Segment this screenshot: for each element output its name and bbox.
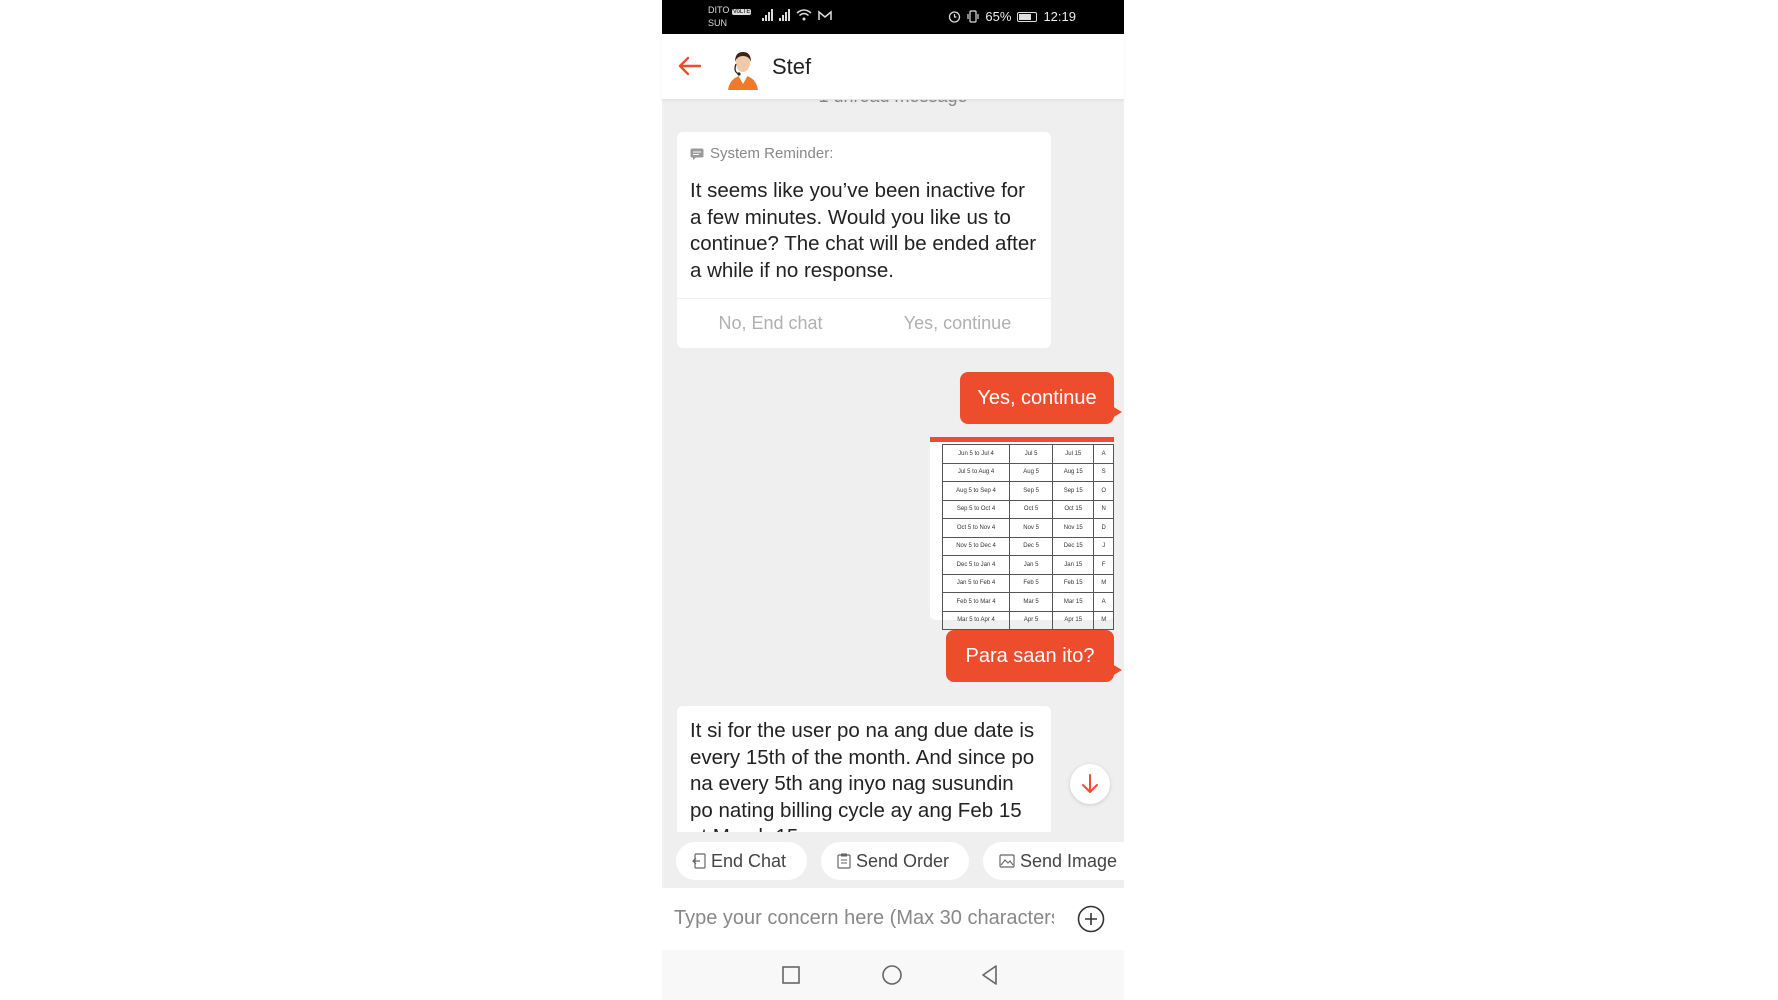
- reminder-title-text: System Reminder:: [710, 145, 834, 162]
- send-image-button[interactable]: [983, 842, 1143, 880]
- schedule-cell: Nov 5: [1010, 519, 1053, 538]
- end-chat-option-button[interactable]: No, End chat: [718, 313, 823, 333]
- schedule-cell: Jul 5 to Aug 4: [943, 463, 1010, 482]
- schedule-cell: N: [1094, 500, 1114, 519]
- recent-apps-icon[interactable]: [779, 963, 803, 987]
- message-input[interactable]: [674, 900, 1054, 936]
- exit-icon: [692, 853, 706, 869]
- billing-schedule-image: [942, 444, 1114, 630]
- schedule-cell: Jan 5: [1010, 556, 1053, 575]
- schedule-cell: Aug 15: [1053, 463, 1094, 482]
- contact-name: Stef: [772, 54, 812, 79]
- schedule-cell: Dec 15: [1053, 537, 1094, 556]
- schedule-cell: Nov 15: [1053, 519, 1094, 538]
- signal-strength-icon: [762, 9, 773, 21]
- schedule-cell: Mar 5: [1010, 593, 1053, 612]
- schedule-cell: Apr 15: [1053, 611, 1094, 630]
- send-order-label: Send Order: [856, 850, 950, 871]
- schedule-cell: Jan 15: [1053, 556, 1094, 575]
- image-message[interactable]: [930, 437, 1114, 624]
- carrier-2: SUN: [708, 18, 728, 28]
- chat-messages[interactable]: [662, 100, 1124, 832]
- schedule-row: [943, 500, 1114, 519]
- schedule-cell: Feb 5: [1010, 574, 1053, 593]
- end-chat-label: End Chat: [711, 850, 787, 871]
- incoming-message-text: It si for the user po na ang due date is every 15th of the month. And since po na every 5th ang inyo nag susundin po nating billing cycle ay ang Feb 15: [690, 719, 1035, 822]
- schedule-cell: A: [1094, 593, 1114, 612]
- vibrate-icon: [967, 10, 979, 23]
- status-right: [948, 9, 1076, 24]
- reminder-actions: [677, 298, 1051, 348]
- end-chat-button[interactable]: [676, 842, 807, 880]
- plus-circle-icon[interactable]: [1076, 904, 1106, 934]
- outgoing-message: Para saan ito?: [946, 630, 1114, 682]
- schedule-cell: Jan 5 to Feb 4: [943, 574, 1010, 593]
- schedule-row: [943, 482, 1114, 501]
- schedule-cell: Sep 5 to Oct 4: [943, 500, 1010, 519]
- signal-strength-2-icon: [779, 9, 790, 21]
- incoming-message: [677, 706, 1051, 846]
- schedule-cell: S: [1094, 463, 1114, 482]
- schedule-cell: Mar 5 to Apr 4: [943, 611, 1010, 630]
- schedule-row: [943, 445, 1114, 464]
- schedule-row: [943, 519, 1114, 538]
- message-icon: [690, 148, 704, 160]
- wifi-icon: [796, 9, 812, 21]
- phone-screen: [662, 0, 1124, 1000]
- back-arrow-icon[interactable]: [674, 50, 706, 82]
- schedule-row: [943, 611, 1114, 630]
- scroll-down-arrow-icon[interactable]: [1070, 764, 1110, 804]
- schedule-cell: J: [1094, 537, 1114, 556]
- schedule-cell: Sep 5: [1010, 482, 1053, 501]
- battery-icon: [1017, 12, 1037, 22]
- battery-percent: 65%: [985, 9, 1012, 24]
- schedule-cell: Oct 5: [1010, 500, 1053, 519]
- reminder-text: It seems like you’ve been inactive for a few minutes. Would you like us to continue? The chat will be ended after a while if no response.: [690, 179, 1037, 282]
- schedule-cell: Dec 5 to Jan 4: [943, 556, 1010, 575]
- image-icon: [999, 854, 1015, 868]
- schedule-cell: Oct 5 to Nov 4: [943, 519, 1010, 538]
- schedule-row: [943, 574, 1114, 593]
- mail-icon: [818, 11, 832, 21]
- schedule-row: [943, 463, 1114, 482]
- schedule-cell: Apr 5: [1010, 611, 1053, 630]
- carrier-1: DITO: [708, 5, 730, 15]
- schedule-row: [943, 537, 1114, 556]
- chat-header: [662, 34, 1124, 100]
- schedule-cell: Feb 15: [1053, 574, 1094, 593]
- volte-badge: VoLTE: [732, 9, 751, 15]
- back-triangle-icon[interactable]: [978, 963, 1002, 987]
- schedule-cell: Sep 15: [1053, 482, 1094, 501]
- send-image-label: Send Image: [1020, 850, 1118, 871]
- outgoing-message: Yes, continue: [960, 372, 1114, 424]
- clipboard-icon: [837, 853, 851, 869]
- system-nav-bar: [662, 950, 1124, 1000]
- schedule-cell: Nov 5 to Dec 4: [943, 537, 1010, 556]
- reminder-title: [690, 145, 833, 162]
- quick-actions-bar: [662, 832, 1124, 888]
- carrier-info: [708, 5, 751, 29]
- schedule-cell: D: [1094, 519, 1114, 538]
- schedule-cell: Jul 5: [1010, 445, 1053, 464]
- schedule-cell: M: [1094, 611, 1114, 630]
- system-reminder-card: [677, 132, 1051, 348]
- schedule-cell: Jul 15: [1053, 445, 1094, 464]
- signal-icons: [762, 9, 832, 21]
- status-time: 12:19: [1043, 9, 1076, 24]
- schedule-cell: Oct 15: [1053, 500, 1094, 519]
- status-bar: [662, 0, 1124, 34]
- avatar: [720, 44, 766, 90]
- schedule-cell: Feb 5 to Mar 4: [943, 593, 1010, 612]
- schedule-cell: Dec 5: [1010, 537, 1053, 556]
- schedule-cell: O: [1094, 482, 1114, 501]
- continue-option-button[interactable]: Yes, continue: [903, 313, 1012, 333]
- schedule-cell: F: [1094, 556, 1114, 575]
- schedule-cell: Jun 5 to Jul 4: [943, 445, 1010, 464]
- alarm-icon: [948, 10, 961, 23]
- send-order-button[interactable]: [821, 842, 969, 880]
- schedule-row: [943, 556, 1114, 575]
- message-input-bar: [662, 888, 1124, 950]
- schedule-row: [943, 593, 1114, 612]
- schedule-cell: M: [1094, 574, 1114, 593]
- schedule-cell: Mar 15: [1053, 593, 1094, 612]
- home-circle-icon[interactable]: [880, 963, 904, 987]
- schedule-cell: A: [1094, 445, 1114, 464]
- schedule-cell: Aug 5 to Sep 4: [943, 482, 1010, 501]
- schedule-cell: Aug 5: [1010, 463, 1053, 482]
